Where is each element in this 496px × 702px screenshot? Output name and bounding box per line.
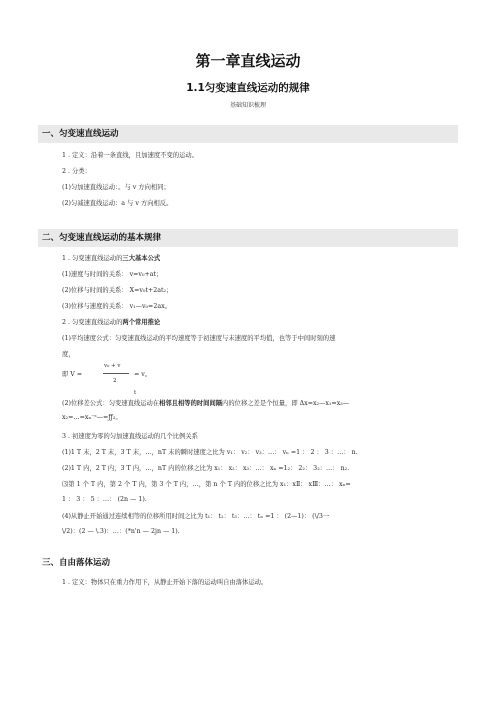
section-2-line-1: [62, 254, 160, 264]
section-1-line-4: (2)匀减速直线运动：a 与 v 方向相反。: [62, 200, 173, 207]
fraction-bar: [103, 373, 129, 374]
displacement-difference-line-1: [62, 399, 349, 409]
ratio-time-cont: \/2)：(2 — \.3)：…：(*n'n — 2jn — 1).: [62, 528, 180, 535]
formula-intro-bold: 三大基本公式: [122, 255, 161, 262]
displacement-difference-bold: 相邻且相等的时间间隔: [159, 400, 223, 407]
section-1-line-3: (1)匀加速直线运动：。与 v 方向相同；: [62, 184, 170, 191]
ratio-velocity: (1)1 T 末，2 T 末，3 T 末，…，nT 末的瞬时速度之比为 v₁： v₂： v₃：…： vₙ =1 ： 2 ： 3 ：…： n.: [62, 449, 358, 456]
ratio-interval-displacement-cont: 1 ： 3 ： 5 ：…： (2n — 1).: [62, 496, 147, 503]
ratio-heading: 3 . 初速度为零的匀加速直线运动的几个比例关系: [62, 433, 198, 440]
displacement-difference-line-2: x₂=…=xₙ⁻ˢ—=ƒƒ₂。: [62, 414, 122, 421]
section-1-line-1: 1 . 定义：沿着一条直线，且加速度不变的运动。: [62, 152, 198, 159]
displacement-time-relation: (2)位移与时间的关系： X=v₀t+2at₂；: [62, 287, 173, 294]
formula-prefix: 即 V =: [62, 371, 83, 378]
formula-result: = v。: [134, 371, 152, 378]
displacement-difference-post: 内的位移之差是个恒量，即 Δx=x₂—x₁=x₃—: [222, 400, 350, 407]
inference-intro-text: 2 . 匀变速直线运动的: [62, 319, 123, 326]
section-1-heading: 一、匀变速直线运动: [42, 129, 119, 139]
section-1-line-2: 2 . 分类：: [62, 168, 91, 175]
section-3-line-1: 1 . 定义：物体只在重力作用下，从静止开始下落的运动叫自由落体运动。: [62, 579, 268, 586]
formula-numerator: v₀ + v: [104, 363, 121, 369]
average-velocity-line-2: 度，: [62, 351, 75, 358]
formula-denominator: 2: [113, 378, 117, 384]
average-velocity-line-1: (1)平均速度公式：匀变速直线运动的平均速度等于初速度与末速度的平均值，也等于中间时刻的速: [62, 335, 336, 342]
section-3-heading: 三、自由落体运动: [42, 558, 111, 568]
ratio-interval-displacement: ⑶第 1 个 T 内，第 2 个 T 内，第 3 个 T 内，…，第 n 个 T 内的位移之比为 x₁：xⅡ： xⅢ：…： xₙ=: [62, 481, 351, 488]
inference-intro: [62, 318, 160, 328]
formula-subscript: t: [134, 390, 137, 396]
section-2-heading: 二、匀变速直线运动的基本规律: [42, 233, 162, 243]
section-subtitle: 1.1匀变速直线运动的规律: [186, 82, 310, 94]
ratio-time: (4)从静止开始通过连续相等的位移所用时间之比为 t₁： t₂： t₃：…： tₙ =1 ： (2—1)： (\/3一: [62, 513, 330, 520]
section-caption: 基础知识梳理: [229, 102, 266, 109]
velocity-time-relation: (1)速度与时间的关系： v=v₀+at；: [62, 271, 163, 278]
inference-intro-bold: 两个常用推论: [122, 319, 161, 326]
chapter-title: 第一章直线运动: [195, 52, 301, 70]
displacement-velocity-relation: (3)位移与速度的关系： v₁—v₀=2ax。: [62, 303, 171, 310]
ratio-displacement: (2)1 T 内，2 T 内，3 T 内，…，nT 内的位移之比为 x₁： x₂： x₃：…： xₙ =1₂： 2₂： 3₂：…： n₂.: [62, 465, 350, 472]
displacement-difference-pre: (2)位移差公式：匀变速直线运动在: [62, 400, 160, 407]
formula-intro: 1 . 匀变速直线运动的: [62, 255, 123, 262]
